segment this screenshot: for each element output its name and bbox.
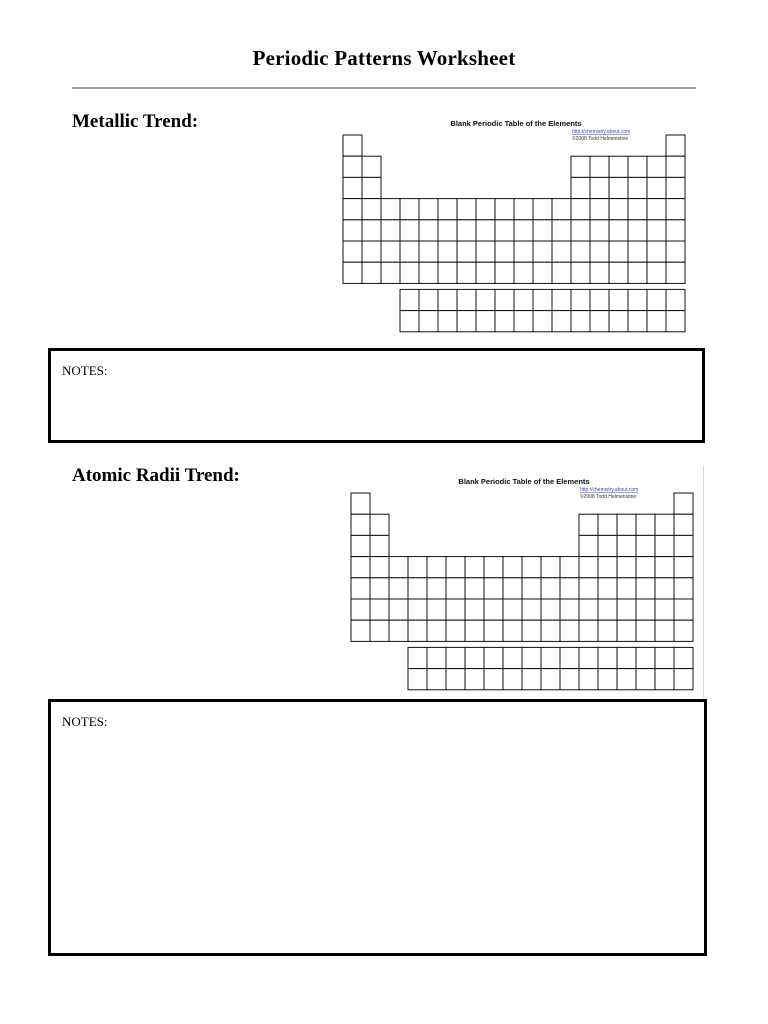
element-cell	[552, 199, 571, 220]
element-cell	[343, 241, 362, 262]
element-cell	[598, 599, 617, 620]
element-cell	[533, 311, 552, 332]
element-cell	[427, 557, 446, 578]
element-cell	[514, 311, 533, 332]
element-cell	[666, 199, 685, 220]
element-cell	[362, 156, 381, 177]
element-cell	[560, 647, 579, 668]
page-title: Periodic Patterns Worksheet	[252, 46, 516, 70]
element-cell	[400, 289, 419, 310]
element-cell	[598, 557, 617, 578]
element-cell	[579, 514, 598, 535]
element-cell	[655, 578, 674, 599]
periodic-table-image-1	[338, 114, 692, 336]
element-cell	[617, 647, 636, 668]
element-cell	[674, 599, 693, 620]
element-cell	[636, 557, 655, 578]
periodic-table-link[interactable]: http://chemistry.about.com	[572, 129, 631, 135]
element-cell	[351, 599, 370, 620]
element-cell	[381, 199, 400, 220]
element-cell	[389, 620, 408, 641]
element-cell	[571, 156, 590, 177]
element-cell	[343, 177, 362, 198]
element-cell	[579, 557, 598, 578]
element-cell	[381, 220, 400, 241]
element-cell	[400, 311, 419, 332]
element-cell	[560, 620, 579, 641]
element-cell	[617, 578, 636, 599]
element-cell	[590, 220, 609, 241]
element-cell	[628, 199, 647, 220]
element-cell	[465, 578, 484, 599]
element-cell	[647, 156, 666, 177]
element-cell	[609, 262, 628, 283]
element-cell	[617, 669, 636, 690]
element-cell	[457, 311, 476, 332]
element-cell	[636, 578, 655, 599]
element-cell	[476, 311, 495, 332]
element-cell	[389, 599, 408, 620]
element-cell	[514, 241, 533, 262]
element-cell	[457, 220, 476, 241]
element-cell	[617, 557, 636, 578]
element-cell	[609, 220, 628, 241]
element-cell	[351, 535, 370, 556]
element-cell	[590, 177, 609, 198]
element-cell	[370, 599, 389, 620]
element-cell	[522, 669, 541, 690]
element-cell	[457, 241, 476, 262]
element-cell	[381, 241, 400, 262]
element-cell	[647, 289, 666, 310]
element-cell	[666, 262, 685, 283]
element-cell	[560, 669, 579, 690]
element-cell	[484, 599, 503, 620]
element-cell	[579, 535, 598, 556]
element-cell	[666, 135, 685, 156]
element-cell	[343, 156, 362, 177]
element-cell	[351, 578, 370, 599]
element-cell	[419, 262, 438, 283]
element-cell	[560, 557, 579, 578]
element-cell	[465, 599, 484, 620]
element-cell	[343, 220, 362, 241]
element-cell	[408, 647, 427, 668]
element-cell	[419, 311, 438, 332]
element-cell	[590, 241, 609, 262]
element-cell	[408, 578, 427, 599]
element-cell	[598, 620, 617, 641]
element-cell	[636, 669, 655, 690]
periodic-table-link[interactable]: http://chemistry.about.com	[580, 487, 639, 493]
element-cell	[571, 199, 590, 220]
notes-label: NOTES:	[62, 714, 108, 729]
element-cell	[484, 647, 503, 668]
element-cell	[560, 599, 579, 620]
element-cell	[503, 578, 522, 599]
element-cell	[419, 289, 438, 310]
element-cell	[609, 289, 628, 310]
element-cell	[503, 557, 522, 578]
element-cell	[647, 311, 666, 332]
element-cell	[552, 220, 571, 241]
element-cell	[370, 557, 389, 578]
element-cell	[579, 647, 598, 668]
element-cell	[495, 220, 514, 241]
element-cell	[476, 199, 495, 220]
element-cell	[674, 620, 693, 641]
element-cell	[362, 241, 381, 262]
element-cell	[636, 599, 655, 620]
element-cell	[522, 599, 541, 620]
periodic-table-grid-2	[346, 472, 700, 694]
title-divider	[72, 87, 696, 89]
element-cell	[370, 620, 389, 641]
element-cell	[590, 156, 609, 177]
element-cell	[571, 241, 590, 262]
notes-label: NOTES:	[62, 363, 108, 378]
element-cell	[590, 262, 609, 283]
element-cell	[476, 289, 495, 310]
element-cell	[438, 262, 457, 283]
metallic-trend-heading: Metallic Trend:	[72, 111, 199, 132]
element-cell	[598, 514, 617, 535]
atomic-radii-trend-heading: Atomic Radii Trend:	[72, 465, 240, 486]
element-cell	[609, 241, 628, 262]
element-cell	[666, 177, 685, 198]
element-cell	[674, 535, 693, 556]
element-cell	[465, 557, 484, 578]
element-cell	[598, 647, 617, 668]
element-cell	[533, 199, 552, 220]
element-cell	[541, 599, 560, 620]
element-cell	[655, 647, 674, 668]
element-cell	[579, 620, 598, 641]
element-cell	[484, 557, 503, 578]
element-cell	[560, 578, 579, 599]
element-cell	[666, 289, 685, 310]
element-cell	[446, 599, 465, 620]
element-cell	[343, 199, 362, 220]
element-cell	[655, 557, 674, 578]
element-cell	[343, 135, 362, 156]
element-cell	[666, 241, 685, 262]
element-cell	[408, 669, 427, 690]
periodic-table-cells	[343, 135, 685, 332]
element-cell	[484, 669, 503, 690]
element-cell	[419, 241, 438, 262]
element-cell	[400, 241, 419, 262]
element-cell	[628, 311, 647, 332]
element-cell	[503, 669, 522, 690]
element-cell	[590, 199, 609, 220]
element-cell	[628, 156, 647, 177]
element-cell	[609, 199, 628, 220]
element-cell	[503, 647, 522, 668]
element-cell	[389, 557, 408, 578]
element-cell	[571, 177, 590, 198]
element-cell	[419, 220, 438, 241]
element-cell	[484, 578, 503, 599]
element-cell	[457, 262, 476, 283]
element-cell	[457, 199, 476, 220]
element-cell	[655, 535, 674, 556]
element-cell	[514, 199, 533, 220]
element-cell	[438, 311, 457, 332]
element-cell	[495, 311, 514, 332]
element-cell	[571, 220, 590, 241]
element-cell	[590, 289, 609, 310]
element-cell	[351, 514, 370, 535]
element-cell	[628, 220, 647, 241]
element-cell	[427, 620, 446, 641]
element-cell	[552, 311, 571, 332]
element-cell	[598, 669, 617, 690]
element-cell	[666, 311, 685, 332]
element-cell	[533, 241, 552, 262]
element-cell	[655, 669, 674, 690]
element-cell	[571, 262, 590, 283]
element-cell	[465, 669, 484, 690]
element-cell	[495, 199, 514, 220]
element-cell	[617, 535, 636, 556]
element-cell	[362, 177, 381, 198]
element-cell	[636, 535, 655, 556]
periodic-table-copyright: ©2008 Todd Helmenstine	[580, 494, 637, 500]
element-cell	[541, 669, 560, 690]
periodic-table-copyright: ©2008 Todd Helmenstine	[572, 136, 629, 142]
element-cell	[541, 578, 560, 599]
element-cell	[514, 289, 533, 310]
element-cell	[400, 262, 419, 283]
element-cell	[495, 262, 514, 283]
element-cell	[446, 578, 465, 599]
periodic-table-title: Blank Periodic Table of the Elements	[458, 477, 590, 486]
element-cell	[484, 620, 503, 641]
element-cell	[571, 289, 590, 310]
element-cell	[579, 578, 598, 599]
element-cell	[533, 262, 552, 283]
element-cell	[522, 578, 541, 599]
element-cell	[647, 220, 666, 241]
element-cell	[655, 599, 674, 620]
element-cell	[457, 289, 476, 310]
element-cell	[628, 177, 647, 198]
element-cell	[351, 557, 370, 578]
element-cell	[674, 578, 693, 599]
element-cell	[647, 199, 666, 220]
element-cell	[628, 241, 647, 262]
element-cell	[617, 620, 636, 641]
periodic-table-grid-1	[338, 114, 692, 336]
element-cell	[647, 177, 666, 198]
element-cell	[552, 262, 571, 283]
element-cell	[408, 620, 427, 641]
notes-box-2[interactable]	[48, 699, 707, 956]
element-cell	[446, 620, 465, 641]
element-cell	[495, 289, 514, 310]
element-cell	[571, 311, 590, 332]
element-cell	[552, 289, 571, 310]
element-cell	[522, 620, 541, 641]
element-cell	[598, 578, 617, 599]
element-cell	[400, 199, 419, 220]
element-cell	[666, 156, 685, 177]
element-cell	[446, 669, 465, 690]
element-cell	[438, 289, 457, 310]
element-cell	[514, 262, 533, 283]
element-cell	[427, 669, 446, 690]
element-cell	[552, 241, 571, 262]
element-cell	[465, 647, 484, 668]
element-cell	[628, 289, 647, 310]
element-cell	[465, 620, 484, 641]
element-cell	[533, 289, 552, 310]
element-cell	[476, 241, 495, 262]
element-cell	[446, 557, 465, 578]
element-cell	[579, 669, 598, 690]
element-cell	[636, 514, 655, 535]
element-cell	[389, 578, 408, 599]
element-cell	[503, 599, 522, 620]
element-cell	[438, 241, 457, 262]
element-cell	[419, 199, 438, 220]
element-cell	[522, 647, 541, 668]
element-cell	[647, 241, 666, 262]
element-cell	[609, 311, 628, 332]
element-cell	[370, 535, 389, 556]
element-cell	[522, 557, 541, 578]
element-cell	[514, 220, 533, 241]
element-cell	[362, 199, 381, 220]
element-cell	[343, 262, 362, 283]
element-cell	[427, 599, 446, 620]
element-cell	[647, 262, 666, 283]
element-cell	[628, 262, 647, 283]
element-cell	[579, 599, 598, 620]
element-cell	[495, 241, 514, 262]
element-cell	[351, 620, 370, 641]
element-cell	[666, 220, 685, 241]
periodic-table-cells	[351, 493, 693, 690]
element-cell	[381, 262, 400, 283]
element-cell	[438, 199, 457, 220]
element-cell	[408, 599, 427, 620]
element-cell	[427, 647, 446, 668]
periodic-table-image-2	[346, 472, 700, 694]
element-cell	[427, 578, 446, 599]
element-cell	[351, 493, 370, 514]
element-cell	[541, 557, 560, 578]
element-cell	[541, 620, 560, 641]
element-cell	[617, 514, 636, 535]
element-cell	[590, 311, 609, 332]
element-cell	[674, 514, 693, 535]
element-cell	[408, 557, 427, 578]
element-cell	[674, 647, 693, 668]
element-cell	[533, 220, 552, 241]
element-cell	[446, 647, 465, 668]
element-cell	[617, 599, 636, 620]
element-cell	[400, 220, 419, 241]
element-cell	[674, 557, 693, 578]
image-edge-line	[703, 466, 704, 698]
element-cell	[674, 493, 693, 514]
element-cell	[609, 156, 628, 177]
element-cell	[674, 669, 693, 690]
element-cell	[598, 535, 617, 556]
element-cell	[362, 262, 381, 283]
element-cell	[636, 620, 655, 641]
element-cell	[636, 647, 655, 668]
periodic-table-title: Blank Periodic Table of the Elements	[450, 119, 582, 128]
element-cell	[362, 220, 381, 241]
element-cell	[541, 647, 560, 668]
element-cell	[655, 514, 674, 535]
element-cell	[609, 177, 628, 198]
element-cell	[476, 262, 495, 283]
element-cell	[438, 220, 457, 241]
element-cell	[370, 514, 389, 535]
notes-box-1[interactable]	[48, 348, 705, 443]
element-cell	[503, 620, 522, 641]
element-cell	[655, 620, 674, 641]
element-cell	[476, 220, 495, 241]
element-cell	[370, 578, 389, 599]
